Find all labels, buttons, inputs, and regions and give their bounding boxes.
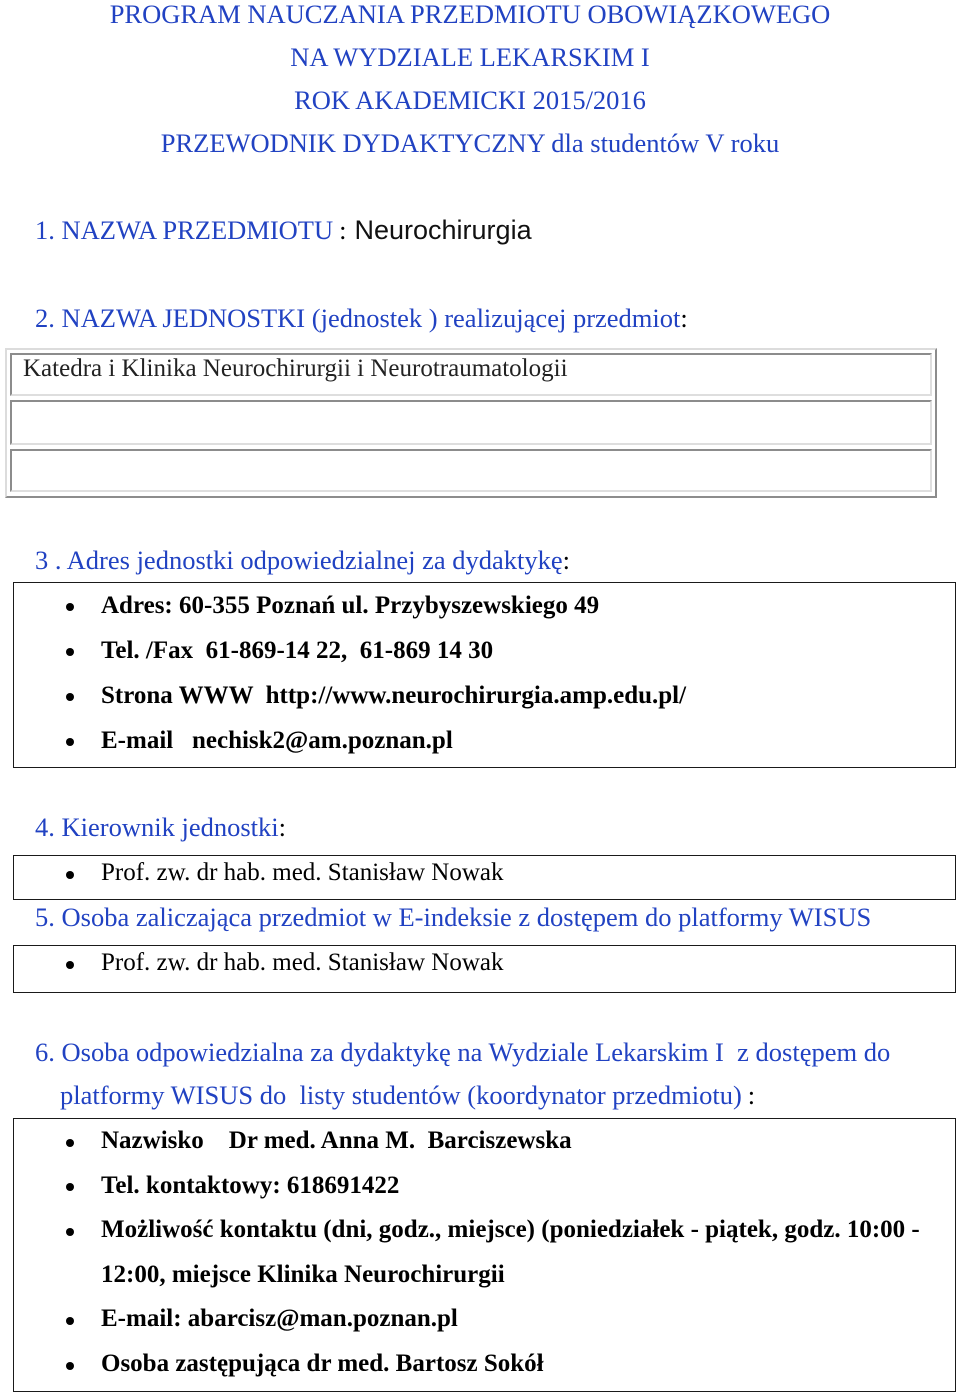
- bullet: [66, 1362, 74, 1370]
- bullet: [66, 693, 74, 701]
- address-box: [13, 582, 956, 768]
- section-6-label-line-2-wrap: [0, 1074, 890, 1117]
- header-line-program: PROGRAM NAUCZANIA PRZEDMIOTU OBOWIĄZKOWEGO: [109, 0, 831, 29]
- bullet: [66, 1139, 74, 1147]
- section-2-colon: :: [680, 303, 688, 333]
- section-4-label: 4. Kierownik jednostki: [35, 812, 279, 842]
- bullet: [66, 648, 74, 656]
- list-item-contact-hours: [14, 1208, 955, 1297]
- grading-person-box: [13, 945, 956, 993]
- coordinator-email-text: E-mail: abarcisz@man.poznan.pl: [101, 1305, 458, 1333]
- section-3-heading: [35, 545, 570, 575]
- substitute-text: Osoba zastępująca dr med. Bartosz Sokół: [101, 1349, 544, 1377]
- unit-head-box: [13, 855, 956, 900]
- section-6-label-line-2: platformy WISUS do listy studentów (koordynator przedmiotu): [60, 1079, 742, 1110]
- bullet: [66, 871, 74, 879]
- section-5-label: 5. Osoba zaliczająca przedmiot w E-indeksie z dostępem do platformy WISUS: [35, 902, 872, 932]
- bullet: [66, 1317, 74, 1325]
- header-line-faculty: NA WYDZIALE LEKARSKIM I: [290, 42, 650, 72]
- phone-fax-text: Tel. /Fax 61-869-14 22, 61-869 14 30: [101, 637, 494, 664]
- header-line-guide: PRZEWODNIK DYDAKTYCZNY dla studentów V roku: [160, 128, 780, 158]
- section-5-heading: [35, 902, 871, 932]
- section-2-heading: [35, 303, 688, 333]
- unit-head-name: Prof. zw. dr hab. med. Stanisław Nowak: [101, 859, 504, 886]
- list-item-email: [14, 718, 955, 763]
- bullet: [66, 1228, 74, 1236]
- section-1-separator: :: [339, 215, 347, 245]
- section-6-label-line-1: 6. Osoba odpowiedzialna za dydaktykę na Wydziale Lekarskim I z dostępem do: [35, 1036, 891, 1067]
- list-item-substitute: [14, 1342, 955, 1387]
- section-1-label: 1. NAZWA PRZEDMIOTU: [35, 215, 334, 245]
- list-item-website: [14, 673, 955, 718]
- section-3-label: 3 . Adres jednostki odpowiedzialnej za dydaktykę: [35, 545, 563, 575]
- section-2-label: 2. NAZWA JEDNOSTKI (jednostek ) realizującej przedmiot: [35, 303, 681, 333]
- unit-table-cell-empty: [10, 400, 932, 445]
- contact-hours-text: Możliwość kontaktu (dni, godz., miejsce) (poniedziałek - piątek, godz. 10:00 -: [101, 1216, 920, 1244]
- course-name-value: Neurochirurgia: [354, 215, 532, 245]
- bullet: [66, 738, 74, 746]
- header-line-academic-year: ROK AKADEMICKI 2015/2016: [294, 85, 646, 115]
- section-4-colon: :: [278, 812, 286, 842]
- email-text: E-mail nechisk2@am.poznan.pl: [101, 727, 453, 754]
- unit-table: [5, 348, 937, 498]
- section-1-course-name: [35, 215, 532, 245]
- address-text: Adres: 60-355 Poznań ul. Przybyszewskiego 49: [101, 592, 600, 619]
- bullet: [66, 961, 74, 969]
- list-item-coordinator-phone: [14, 1164, 955, 1209]
- coordinator-box: [13, 1118, 956, 1392]
- website-text: Strona WWW http://www.neurochirurgia.amp.edu.pl/: [101, 682, 687, 709]
- section-3-colon: :: [562, 545, 571, 575]
- bullet: [66, 1183, 74, 1191]
- document-header: [0, 0, 940, 165]
- section-6-colon: :: [747, 1079, 756, 1110]
- coordinator-name-text: Nazwisko Dr med. Anna M. Barciszewska: [101, 1127, 572, 1154]
- list-item-coordinator-email: [14, 1297, 955, 1342]
- unit-table-cell: Katedra i Klinika Neurochirurgii i Neurotraumatologii: [10, 353, 932, 396]
- list-item-address: [14, 583, 955, 628]
- grading-person-name: Prof. zw. dr hab. med. Stanisław Nowak: [101, 949, 504, 976]
- list-item-unit-head: [14, 856, 955, 890]
- list-item-grading-person: [14, 946, 955, 980]
- contact-hours-continuation: 12:00, miejsce Klinika Neurochirurgii: [101, 1260, 505, 1288]
- section-4-heading: [35, 812, 286, 842]
- bullet: [66, 603, 74, 611]
- unit-table-cell-empty: [10, 449, 932, 492]
- list-item-phone-fax: [14, 628, 955, 673]
- section-6-heading: [0, 1031, 890, 1117]
- list-item-coordinator-name: [14, 1119, 955, 1164]
- coordinator-phone-text: Tel. kontaktowy: 618691422: [101, 1171, 400, 1199]
